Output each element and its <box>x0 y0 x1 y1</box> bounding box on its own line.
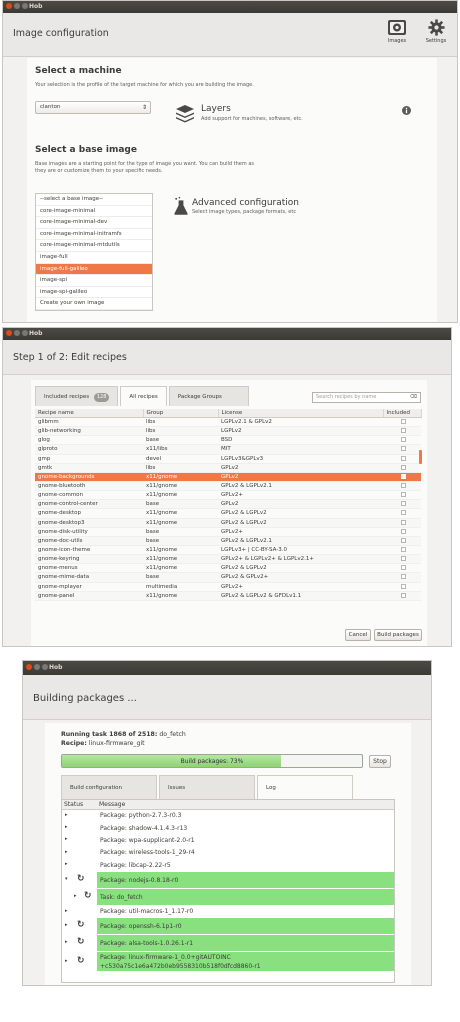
log-message-text: Package: linux-firmware-1_0.0+gitAUTOINC <box>100 953 231 961</box>
recipe-label: Recipe: <box>61 740 87 747</box>
log-message <box>97 847 394 858</box>
included-count-badge: 128 <box>94 393 110 402</box>
log-entry[interactable] <box>62 860 394 871</box>
include-checkbox[interactable] <box>401 520 406 525</box>
col-recipe-name[interactable]: Recipe name <box>35 409 143 418</box>
gear-icon <box>428 19 445 36</box>
header <box>23 675 431 720</box>
recipe-name-cell: gnome-mplayer <box>35 582 143 591</box>
log-header <box>62 800 394 810</box>
base-image-item[interactable]: image-full-galileo <box>36 264 152 276</box>
base-image-item[interactable]: core-image-minimal-dev <box>36 217 152 229</box>
log-message <box>97 872 394 888</box>
base-image-list[interactable] <box>35 193 153 311</box>
recipe-name-cell: gnome-disk-utility <box>35 527 143 536</box>
table-row[interactable] <box>35 573 421 582</box>
machine-select[interactable] <box>35 101 151 114</box>
expand-arrow-icon[interactable]: ▸ <box>65 922 68 929</box>
table-row[interactable] <box>35 427 421 436</box>
recipe-name-cell: glibmm <box>35 418 143 427</box>
maximize-icon[interactable] <box>22 330 28 336</box>
license-cell: GPLv2 <box>218 463 383 472</box>
running-spinner-icon: ↻ <box>77 874 85 884</box>
build-packages-button[interactable]: Build packages <box>374 629 422 641</box>
license-cell: LGPLv3+ | CC-BY-SA-3.0 <box>218 545 383 554</box>
titlebar <box>23 661 431 675</box>
license-cell: GPLv2+ <box>218 491 383 500</box>
log-message-text: Package: python-2.7.3-r0.3 <box>100 812 182 820</box>
recipe-name-cell: gnome-desktop3 <box>35 518 143 527</box>
log-message <box>97 822 394 833</box>
table-row[interactable] <box>35 445 421 454</box>
table-row[interactable] <box>35 536 421 545</box>
group-cell: base <box>143 536 218 545</box>
expand-arrow-icon[interactable]: ▸ <box>65 811 68 818</box>
included-cell <box>383 463 421 472</box>
close-icon[interactable] <box>6 3 12 9</box>
recipe-name-cell: gnome-icon-theme <box>35 545 143 554</box>
include-checkbox[interactable] <box>401 584 406 589</box>
license-cell: LGPLv2 <box>218 427 383 436</box>
license-cell: GPLv2 & LGPLv2.1 <box>218 536 383 545</box>
license-cell: GPLv2 & LGPLv2 <box>218 518 383 527</box>
base-image-item[interactable]: core-image-minimal-mtdutils <box>36 240 152 252</box>
group-cell: base <box>143 573 218 582</box>
build-progress-text: Build packages: 73% <box>180 758 244 765</box>
include-checkbox[interactable] <box>401 492 406 497</box>
table-row[interactable] <box>35 481 421 490</box>
minimize-icon[interactable] <box>14 3 20 9</box>
log-message-text: Package: nodejs-0.8.18-r0 <box>100 876 179 884</box>
included-cell <box>383 418 421 427</box>
recipes-table <box>35 409 422 601</box>
layers-description: Add support for machines, software, etc. <box>201 116 303 122</box>
table-row[interactable] <box>35 418 421 427</box>
window-controls <box>6 330 28 336</box>
stop-button[interactable]: Stop <box>369 755 391 768</box>
recipe-name-cell: glproto <box>35 445 143 454</box>
settings-label: Settings <box>425 38 447 44</box>
close-icon[interactable] <box>6 330 12 336</box>
include-checkbox[interactable] <box>401 565 406 570</box>
include-checkbox[interactable] <box>401 456 406 461</box>
tab-package-groups[interactable] <box>169 386 249 406</box>
table-row[interactable] <box>35 518 421 527</box>
expanded-arrow-icon[interactable]: ▾ <box>65 876 68 882</box>
page-title: Image configuration <box>13 28 109 39</box>
recipe-name-cell: gnome-control-center <box>35 500 143 509</box>
search-input[interactable] <box>312 392 421 403</box>
tab-all-recipes[interactable] <box>120 386 166 406</box>
recipe-line <box>61 740 145 747</box>
table-row[interactable] <box>35 591 421 600</box>
table-row[interactable] <box>35 582 421 591</box>
log-entry[interactable] <box>62 918 394 934</box>
group-cell: x11/gnome <box>143 472 218 481</box>
log-message-text-continued: +c530a75c1e6a472b0eb9558310b518f0dfcd8860-r1 <box>100 962 261 970</box>
recipes-panel <box>31 380 427 646</box>
license-cell: GPLv2+ <box>218 582 383 591</box>
recipe-name-cell: gmp <box>35 454 143 463</box>
recipe-name-cell: gnome-menus <box>35 564 143 573</box>
group-cell: base <box>143 500 218 509</box>
base-image-item[interactable]: image-spi-galileo <box>36 287 152 299</box>
recipe-name-cell: glib-networking <box>35 427 143 436</box>
window-title: Hob <box>29 3 43 10</box>
license-cell: MIT <box>218 445 383 454</box>
tab-label: All recipes <box>129 394 158 400</box>
table-row[interactable] <box>35 491 421 500</box>
building-packages-window <box>22 660 432 986</box>
table-header-row <box>35 409 421 418</box>
included-cell <box>383 436 421 445</box>
recipe-value: linux-firmware_git <box>88 740 145 747</box>
running-spinner-icon: ↻ <box>77 955 85 966</box>
log-entry[interactable] <box>62 822 394 833</box>
log-message <box>97 835 394 846</box>
recipe-name-cell: gnome-panel <box>35 591 143 600</box>
machine-description: Your selection is the profile of the target machine for which you are building the image. <box>35 82 254 88</box>
recipe-name-cell: gnome-doc-utils <box>35 536 143 545</box>
log-entry[interactable] <box>62 872 394 888</box>
log-entry[interactable] <box>62 952 394 971</box>
images-label: Images <box>387 38 407 44</box>
header <box>3 13 457 57</box>
license-cell: GPLv2 & LGPLv2.1 <box>218 481 383 490</box>
window-controls <box>6 3 28 9</box>
included-cell <box>383 573 421 582</box>
running-spinner-icon: ↻ <box>77 920 85 931</box>
flask-icon[interactable] <box>173 196 189 216</box>
expand-arrow-icon[interactable]: ▸ <box>65 861 68 868</box>
running-task-value: do_fetch <box>159 731 186 738</box>
advanced-config-description: Select image types, package formats, etc <box>192 209 297 215</box>
layers-title[interactable]: Layers <box>201 104 231 114</box>
included-cell <box>383 427 421 436</box>
log-entry[interactable] <box>62 889 394 905</box>
included-cell <box>383 536 421 545</box>
include-checkbox[interactable] <box>401 538 406 543</box>
group-cell: x11/gnome <box>143 545 218 554</box>
include-checkbox[interactable] <box>401 529 406 534</box>
titlebar <box>3 328 451 340</box>
included-cell <box>383 454 421 463</box>
expand-arrow-icon[interactable]: ▸ <box>65 836 68 843</box>
window-title: Hob <box>49 664 63 671</box>
base-image-description-1: Base images are a starting point for the type of image you want. You can build them as <box>35 161 254 167</box>
page-title: Step 1 of 2: Edit recipes <box>13 352 127 363</box>
expand-arrow-icon[interactable]: ▸ <box>65 824 68 831</box>
recipe-tabs <box>35 386 251 406</box>
include-checkbox[interactable] <box>401 547 406 552</box>
base-image-item[interactable]: core-image-minimal-initramfs <box>36 229 152 241</box>
tab-label: Package Groups <box>177 394 222 400</box>
images-icon <box>387 19 407 36</box>
log-entry[interactable] <box>62 935 394 951</box>
log-entry[interactable] <box>62 847 394 858</box>
table-row[interactable] <box>35 564 421 573</box>
expand-arrow-icon[interactable]: ▸ <box>65 848 68 855</box>
license-cell: GPLv2 <box>218 472 383 481</box>
log-entry[interactable] <box>62 835 394 846</box>
log-message-text: Package: util-macros-1_1.17-r0 <box>100 908 194 916</box>
included-cell <box>383 491 421 500</box>
table-row[interactable] <box>35 527 421 536</box>
included-cell <box>383 509 421 518</box>
table-row[interactable] <box>35 436 421 445</box>
search-placeholder: Search recipes by name <box>316 394 377 400</box>
include-checkbox[interactable] <box>401 437 406 442</box>
log-message-text: Package: wpa-supplicant-2.0-r1 <box>100 836 195 844</box>
select-machine-heading: Select a machine <box>35 66 122 76</box>
table-row[interactable] <box>35 454 421 463</box>
window-controls <box>26 664 48 670</box>
recipe-name-cell: gnome-desktop <box>35 509 143 518</box>
table-scrollbar[interactable] <box>419 450 422 464</box>
license-cell: GPLv2 & GPLv2+ <box>218 573 383 582</box>
license-cell: GPLv2 & LGPLv2 <box>218 509 383 518</box>
expand-arrow-icon[interactable]: ▸ <box>65 939 68 946</box>
log-message <box>97 918 394 934</box>
machine-select-value: clanton <box>40 104 61 110</box>
group-cell: libs <box>143 418 218 427</box>
build-tabs <box>61 775 355 799</box>
group-cell: x11/gnome <box>143 564 218 573</box>
image-configuration-window <box>2 0 458 323</box>
table-row[interactable] <box>35 509 421 518</box>
group-cell: x11/gnome <box>143 555 218 564</box>
tab-build-configuration[interactable]: Build configuration <box>61 775 157 799</box>
config-panel <box>27 58 437 323</box>
table-row[interactable] <box>35 555 421 564</box>
expand-arrow-icon[interactable]: ▸ <box>65 907 68 914</box>
recipe-name-cell: gnome-backgrounds <box>35 472 143 481</box>
include-checkbox[interactable] <box>401 593 406 598</box>
license-cell: LGPLv3&GPLv3 <box>218 454 383 463</box>
base-image-item[interactable]: image-spi <box>36 275 152 287</box>
table-row[interactable] <box>35 545 421 554</box>
recipe-name-cell: gnome-keyring <box>35 555 143 564</box>
col-message[interactable]: Message <box>99 801 126 808</box>
build-panel <box>45 723 411 985</box>
license-cell: BSD <box>218 436 383 445</box>
recipe-name-cell: gnome-bluetooth <box>35 481 143 490</box>
license-cell: GPLv2+ <box>218 527 383 536</box>
edit-recipes-window <box>2 327 452 647</box>
col-license[interactable]: License <box>218 409 383 418</box>
group-cell: base <box>143 436 218 445</box>
recipe-name-cell: gnome-mime-data <box>35 573 143 582</box>
include-checkbox[interactable] <box>401 501 406 506</box>
include-checkbox[interactable] <box>401 574 406 579</box>
base-image-item[interactable]: --select a base image-- <box>36 194 152 206</box>
group-cell: libs <box>143 463 218 472</box>
log-message <box>97 906 394 917</box>
running-spinner-icon: ↻ <box>84 891 92 901</box>
running-spinner-icon: ↻ <box>77 937 85 948</box>
expand-arrow-icon[interactable]: ▸ <box>74 893 77 899</box>
table-row[interactable] <box>35 472 421 481</box>
col-status[interactable]: Status <box>64 801 84 808</box>
group-cell: x11/gnome <box>143 518 218 527</box>
license-cell: GPLv2 & LGPLv2 & GFDLv1.1 <box>218 591 383 600</box>
included-cell <box>383 555 421 564</box>
maximize-icon[interactable] <box>42 664 48 670</box>
tab-issues[interactable]: Issues <box>159 775 255 799</box>
close-icon[interactable] <box>26 664 32 670</box>
include-checkbox[interactable] <box>401 446 406 451</box>
include-checkbox[interactable] <box>401 419 406 424</box>
col-group[interactable]: Group <box>143 409 218 418</box>
table-row[interactable] <box>35 500 421 509</box>
titlebar <box>3 1 457 13</box>
log-message-text: Package: wireless-tools-1_29-r4 <box>100 849 195 857</box>
license-cell: LGPLv2.1 & GPLv2 <box>218 418 383 427</box>
page-title: Building packages ... <box>33 693 137 704</box>
included-cell <box>383 582 421 591</box>
expand-arrow-icon[interactable]: ▸ <box>65 957 68 964</box>
layers-icon[interactable] <box>175 103 195 123</box>
log-message-text: Package: openssh-6.1p1-r0 <box>100 922 182 930</box>
running-task-label: Running task 1868 of 2518: <box>61 731 158 738</box>
included-cell <box>383 527 421 536</box>
group-cell: x11/gnome <box>143 481 218 490</box>
log-message <box>97 810 394 821</box>
group-cell: x11/gnome <box>143 509 218 518</box>
include-checkbox[interactable] <box>401 428 406 433</box>
license-cell: GPLv2 <box>218 500 383 509</box>
included-cell <box>383 545 421 554</box>
log-message-text: Task: do_fetch <box>100 893 143 901</box>
log-message-text: Package: libcap-2.22-r5 <box>100 861 171 869</box>
group-cell: libs <box>143 427 218 436</box>
log-message <box>97 860 394 871</box>
log-message-text: Package: shadow-4.1.4.3-r13 <box>100 824 188 832</box>
included-cell <box>383 591 421 600</box>
log-message <box>97 935 394 951</box>
group-cell: multimedia <box>143 582 218 591</box>
include-checkbox[interactable] <box>401 483 406 488</box>
include-checkbox[interactable] <box>401 465 406 470</box>
col-included[interactable]: Included <box>383 409 421 418</box>
included-cell <box>383 564 421 573</box>
tab-label: Included recipes <box>44 394 90 400</box>
license-cell: GPLv2+ & LGPLv2+ & LGPLv2.1+ <box>218 555 383 564</box>
group-cell: x11/gnome <box>143 491 218 500</box>
running-task-line <box>61 731 186 738</box>
build-progress-bar <box>61 754 363 768</box>
tab-included-recipes[interactable] <box>35 386 118 406</box>
table-row[interactable] <box>35 463 421 472</box>
include-checkbox[interactable] <box>401 474 406 479</box>
log-message <box>97 952 394 971</box>
license-cell: GPLv2 & LGPLv2 <box>218 564 383 573</box>
log-message-text: Package: alsa-tools-1.0.26.1-r1 <box>100 939 194 947</box>
log-entry[interactable] <box>62 906 394 917</box>
clear-search-icon[interactable]: ⌫ <box>409 394 417 400</box>
included-cell <box>383 500 421 509</box>
minimize-icon[interactable] <box>14 330 20 336</box>
included-cell <box>383 518 421 527</box>
include-checkbox[interactable] <box>401 510 406 515</box>
included-cell <box>383 445 421 454</box>
base-image-description-2: they are or customize them to your specific needs. <box>35 168 163 174</box>
build-log <box>61 799 395 983</box>
recipe-name-cell: gnome-common <box>35 491 143 500</box>
recipe-name-cell: glog <box>35 436 143 445</box>
log-entry[interactable] <box>62 810 394 821</box>
select-base-image-heading: Select a base image <box>35 145 137 155</box>
minimize-icon[interactable] <box>34 664 40 670</box>
updown-icon: ⇕ <box>141 104 147 111</box>
log-message <box>97 889 394 905</box>
info-icon[interactable] <box>402 106 411 115</box>
maximize-icon[interactable] <box>22 3 28 9</box>
header <box>3 340 451 375</box>
group-cell: base <box>143 527 218 536</box>
group-cell: x11/gnome <box>143 591 218 600</box>
advanced-config-title[interactable]: Advanced configuration <box>192 198 300 208</box>
recipe-name-cell: gmtk <box>35 463 143 472</box>
included-cell <box>383 472 421 481</box>
group-cell: x11/libs <box>143 445 218 454</box>
base-image-item[interactable]: image-full <box>36 252 152 264</box>
window-title: Hob <box>29 330 43 337</box>
base-image-item[interactable]: core-image-minimal <box>36 206 152 218</box>
include-checkbox[interactable] <box>401 556 406 561</box>
included-cell <box>383 481 421 490</box>
group-cell: devel <box>143 454 218 463</box>
images-button[interactable] <box>383 19 411 44</box>
settings-button[interactable] <box>421 19 451 44</box>
cancel-button[interactable]: Cancel <box>345 629 371 641</box>
base-image-item[interactable]: Create your own image <box>36 298 152 310</box>
tab-log[interactable]: Log <box>257 775 353 799</box>
